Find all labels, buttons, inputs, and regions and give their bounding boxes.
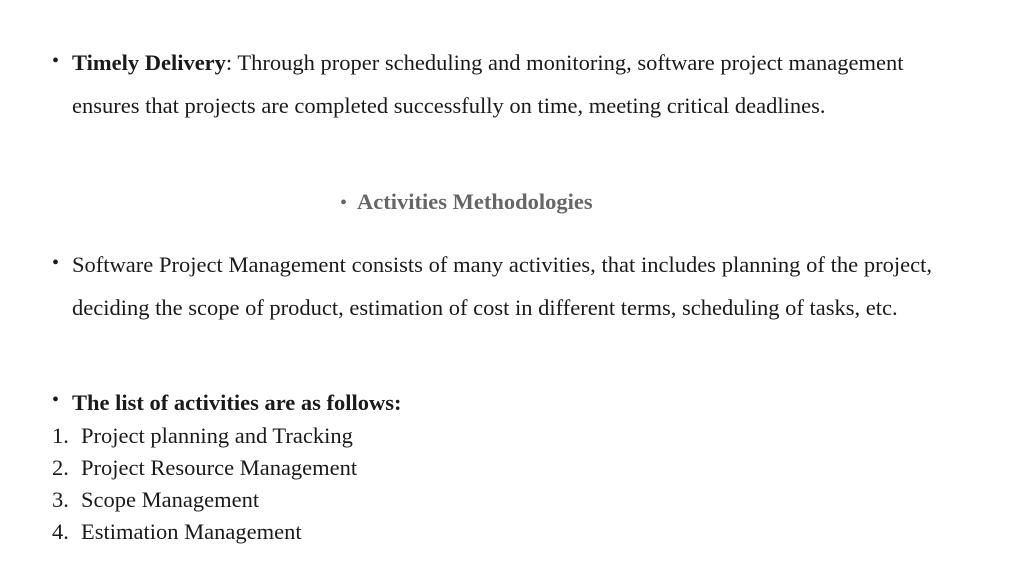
list-item bbox=[52, 516, 357, 548]
bullet-body: The list of activities are as follows: bbox=[72, 390, 402, 415]
bullet-text bbox=[72, 41, 912, 127]
bullet-marker: • bbox=[52, 389, 60, 411]
bullet-marker: • bbox=[52, 252, 60, 274]
list-label: Project planning and Tracking bbox=[81, 423, 353, 448]
section-heading bbox=[340, 182, 740, 223]
bullet-activities-intro bbox=[52, 385, 932, 421]
list-label: Estimation Management bbox=[81, 519, 302, 544]
list-number: 4. bbox=[52, 519, 69, 544]
list-item bbox=[52, 420, 357, 452]
list-item bbox=[52, 452, 357, 484]
bullet-timely-delivery bbox=[52, 41, 912, 127]
list-item bbox=[52, 484, 357, 516]
bullet-heading: Timely Delivery bbox=[72, 50, 226, 75]
bullet-marker: • bbox=[52, 50, 60, 72]
bullet-body: : Through proper scheduling and monitoring, software project management ensures that projects are completed successfully on time, meeting critical deadlines. bbox=[72, 50, 904, 118]
activities-list bbox=[52, 420, 357, 548]
bullet-spm-description bbox=[52, 243, 932, 329]
list-number: 3. bbox=[52, 487, 69, 512]
list-number: 2. bbox=[52, 455, 69, 480]
bullet-body: Software Project Management consists of many activities, that includes planning of the project, deciding the scope of product, estimation of cost in different terms, scheduling of tasks, etc. bbox=[72, 252, 932, 320]
list-label: Scope Management bbox=[81, 487, 260, 512]
section-title: Activities Methodologies bbox=[357, 189, 593, 214]
list-number: 1. bbox=[52, 423, 69, 448]
section-marker: • bbox=[340, 192, 348, 214]
list-label: Project Resource Management bbox=[81, 455, 358, 480]
